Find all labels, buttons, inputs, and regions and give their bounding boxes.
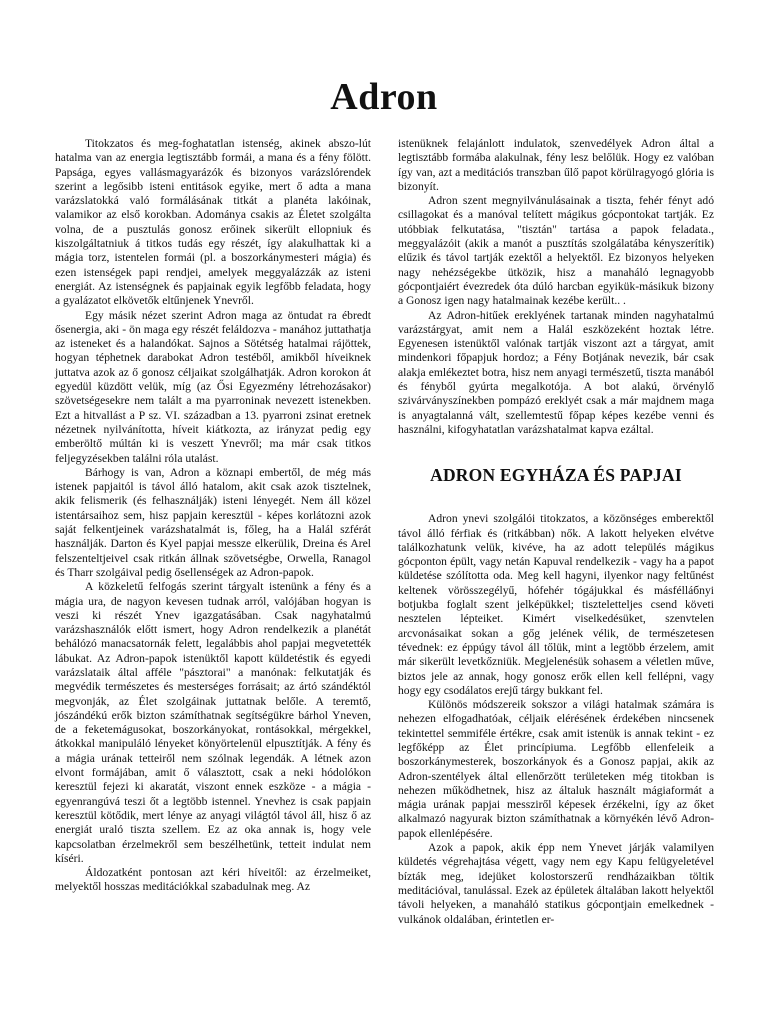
paragraph: Az Adron-hitűek ereklyének tartanak minden nagyhatalmú varázstárgyat, amit nem a Halál eszközeként hoztak létre. Egyenesen istenüktől valónak tartják viszont azt a tárgyat, amit mindenkori főpapjuk hordoz; a Fény Botjának nevezik, bár csak alakja emlékeztet botra, hisz nem anyagi természetű, tiszta manából és fényből gyúrta megalkotója. A bot alakú, örvénylő szivárványszínekben pompázó ereklyét csak a már majdnem maga is anyagtalanná vált, szellemtestű főpap képes kezébe venni és használni, kifogyhatatlan varázshatalmat kapva ezáltal.	[398, 308, 714, 436]
paragraph: Titokzatos és meg-foghatatlan istenség, akinek abszo-lút hatalma van az energia legtisztább formái, a mana és a fény fölött. Papsága, egyes vallásmagyarázók és bizonyos varázslórendek szerint a legősibb isteni entitások egyike, mert ő adta a mana varázslatokká való formálásának titkát a planéta lakóinak, valamikor az első korokban. Adománya csakis az Életet szolgálta volna, de a pusztulás gonosz erőinek sikerült ellopniuk és kiszolgáltatniuk á titkos tudás egy részét, így alakulhattak ki a mágia torz, istentelen formái (pl. a boszorkánymesteri mágia) és ezen istenségek papi rendjei, amelyek meggyalázzák az isteni energiát. Az istenségnek és papjainak egyik legfőbb feladata, hogy a gyalázatot elkövetők eltűnjenek Ynevről.	[55, 137, 371, 308]
paragraph: Bárhogy is van, Adron a köznapi embertől, de még más istenek papjaitól is távol álló hatalom, akit csak azok tisztelnek, akik felismerik (és felhasználják) isteni lényegét. Nem áll közel istentársaihoz sem, hisz papjain keresztül - képes korlátozni azok saját felkentjeinek varázshatalmát is, főleg, ha a Halál szférát használják. Darton és Kyel papjai messze elkerülik, Dreina és Arel felszenteltjeivel csak ritkán állnak szövetségbe, Orwella, Ranagol és Tharr szolgáival pedig ősellenségek az Adron-papok.	[55, 465, 371, 579]
section-heading: ADRON EGYHÁZA ÉS PAPJAI	[430, 465, 682, 486]
page-title: Adron	[330, 76, 438, 118]
paragraph: Különös módszereik sokszor a világi hatalmak számára is nehezen elfogadhatóak, céljaik elérésének érdekében nincsenek tekintettel semmiféle értékre, csak amit istenük is annak tekint - ez legfőképp az Élet princípiuma. Legfőbb ellenfeleik a boszorkánymesterek, boszorkányok és a Gonosz papjai, akik az Adron-szentélyek által ellenőrzött területeken még titokban is nehezen működhetnek, hisz az általuk használt mágiaformát a mágia urának papjai messziről képesek érzékelni, így az őket alkalmazó nagyurak bizton számíthatnak a környékén lévő Adron-papok ellenlépésére.	[398, 698, 714, 840]
paragraph: A közkeletű felfogás szerint tárgyalt istenünk a fény és a mágia ura, de nagyon kevesen tudnak arról, valójában hogyan is veszi ki részét Ynev igazgatásában. Csak nagyhatalmú varázshasználók előtt ismert, hogy Adron rendelkezik a planétát behálózó manacsatornák felett, legalábbis ahol papjai megvetették lábukat. Az Adron-papok istenüktől kapott küldetéstik és egyedi varázslataik által afféle "pásztorai" a manónak: felkutatják és megvédik természetes és mesterséges forrásait; az ártó szándéktól megvonják, az Élet szolgáinak juttatnak belőle. A teremtő, jószándékú erők bizton számíthatnak segítségükre bárhol Yneven, de a feketemágusokat, boszorkányokat, rontásokkal, mérgekkel, átkokkal manipuláló lényeket könyörtelenül elpusztítják. A fény és a mágia urának tetteiről nem szólnak legendák. A létnek azon elvont formájában, amit ő választott, csak a neki hódolókon keresztül fejezi ki akaratát, viszont ennek eszköze - a mágia - egyenrangúvá teszi őt a legtöbb istennel. Ynevhez is csak papjain keresztül kötődik, mert lénye az anyagi világtól távol áll, hisz ő az energiát uraló tiszta szellem. Ez az oka annak is, hogy vele kapcsolatban érzelmekről sem beszélhetünk, tetteit indulat nem kíséri.	[55, 580, 371, 865]
paragraph: Azok a papok, akik épp nem Ynevet járják valamilyen küldetés végrehajtása végett, vagy nem egy Kapu felügyeletével bízták meg, idejüket kolostorszerű rendházaikban töltik meditációval, tanulással. Ezek az épületek általában lakott helyektől távoli helyeken, a manahálό statikus gócpontjain emelkednek - vulkánok oldalában, érintetlen er-	[398, 841, 714, 926]
paragraph: istenüknek felajánlott indulatok, szenvedélyek Adron által a legtisztább formába alakulnak, fény lesz belőlük. Hogy ez valóban így van, azt a meditációs transzban űlő papot körülragyogó glória is bizonyít.	[398, 137, 714, 193]
paragraph: Áldozatként pontosan azt kéri híveitől: az érzelmeiket, melyektől hosszas meditációkkal szabadulnak meg. Az	[55, 866, 371, 894]
paragraph: Adron ynevi szolgálói titokzatos, a közönséges emberektől távol álló férfiak és (ritkábban) nők. A lakott helyeken elvétve találkozhatunk velük, kivéve, ha az adott település mágikus gócponton épült, vagy netán Kapuval rendelkezik - vagy ha a papot küldetése szólította oda. Meg kell hagyni, ilyenkor nagy feltűnést keltenek vörösszegélyű, hófehér tógájukkal és másfélláбnyi botjukba foglalt szent jelképükkel; tiszteletteljes csend követi nesztelen lépteiket. Kimért viselkedésüket, szenvtelen arcvonásaikat sokan a gőg jelének vélik, de természetesen tévednek: ez éppúgy távol áll tőlük, mint a legtöbb érzelem, amit már sikerült levetkőzniük. Megjelenésük sohasem a véletlen műve, biztos jele az annak, hogy gonosz erők ellen kell fellépni, vagy hogy egy csodálatos erejű tárgy bukkant fel.	[398, 512, 714, 697]
left-column	[55, 137, 371, 895]
right-column	[398, 137, 714, 927]
paragraph: Egy másik nézet szerint Adron maga az öntudat ra ébredt ősenergia, aki - ön maga egy részét feláldozva - manához juttathatja az isteneket és a halandókat. Sajnos a Sötétség hatalmai rájöttek, hogyan téphetnek darabokat Adron testéből, amikből híveiknek juttatva azok az ő gonosz céljaikat szolgálhatják. Adron korokon át egyedül küzdött velük, míg (az Ősi Egyezmény létrehozásakor) szövetségesekre nem talált a ma pyarroninak nevezett istenekben. Ezt a hitvallást a P sz. VI. században a 13. pyarroni zsinat eretnek nézetnek nyilvánította, híveit kiátkozta, az irányzat pedig egy emberöltő múltán ki is veszett Ynevről; ma már csak titkos feljegyzésekben találni róla utalást.	[55, 308, 371, 465]
paragraph: Adron szent megnyilvánulásainak a tiszta, fehér fényt adó csillagokat és a manóval telített mágikus gócpontokat tartják. Ez utóbbiak felkutatása, "tisztán" tartása a papok feladata., meggyalázóit (akik a manót a pusztítás szolgálatába kényszerítik) elűzik és távol tartják ezektől a helyektől. Ez bizonyos helyeken nagy nehézségekbe ütközik, hisz a manahálό legnagyobb gócpontjaiért évezredek óta dúló harcban egyikük-másikuk bizony a Gonosz igen nagy hatalmainak kezébe került.. .	[398, 194, 714, 308]
